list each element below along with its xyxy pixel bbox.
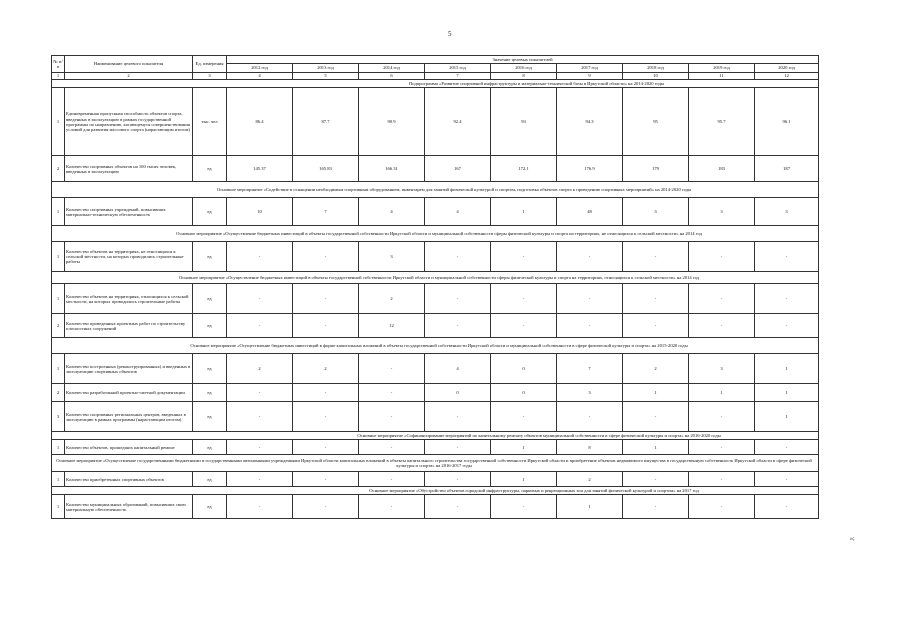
- row-number: 1: [52, 284, 65, 314]
- table-row: [52, 156, 819, 182]
- section-title: Основное мероприятие «Софинансирование мероприятий по капитальному ремонту объектов муниципальной собственности в сфере физической культуры и спорта» на 2016-2020 годы: [52, 432, 819, 440]
- value-cell: 3: [623, 198, 689, 226]
- row-number: 1: [52, 472, 65, 487]
- unit-cell: ед: [193, 384, 227, 402]
- indicator-name: Количество спортивных объектов на 100 тысяч человек, введенных в эксплуатацию: [65, 156, 193, 182]
- value-cell: 1: [623, 440, 689, 455]
- unit-cell: ед: [193, 440, 227, 455]
- header-year: 2016 год: [491, 64, 557, 73]
- value-cell: -: [623, 284, 689, 314]
- section-title: Основное мероприятие «Осуществление бюджетных инвестиций в объекты государственной собственности Иркутской области и муниципальной собственности сферы физической культуры и спорта на территориях, относящихся к сельской местности» на 2014 год: [52, 272, 819, 284]
- value-cell: -: [623, 242, 689, 272]
- value-cell: 2: [623, 354, 689, 384]
- value-cell: -: [491, 402, 557, 432]
- section-row: [52, 432, 819, 440]
- value-cell: 94.3: [557, 88, 623, 156]
- unit-cell: ед: [193, 198, 227, 226]
- value-cell: 183: [689, 156, 755, 182]
- value-cell: 176.9: [557, 156, 623, 182]
- section-row: [52, 272, 819, 284]
- value-cell: 3: [689, 198, 755, 226]
- section-row: [52, 487, 819, 495]
- section-title: Подпрограмма «Развитие спортивной инфраструктуры и материально-технической базы в Иркутской области» на 2014-2020 годы: [52, 80, 819, 88]
- value-cell: -: [755, 314, 819, 338]
- table-body: [52, 80, 819, 519]
- column-number: 1: [52, 73, 65, 80]
- table-row: [52, 284, 819, 314]
- value-cell: -: [293, 384, 359, 402]
- value-cell: -: [491, 314, 557, 338]
- indicator-name: Количество построенных (реконструированных) и введенных в эксплуатацию спортивных объектов: [65, 354, 193, 384]
- value-cell: 93: [491, 88, 557, 156]
- value-cell: 1: [755, 354, 819, 384]
- value-cell: -: [293, 242, 359, 272]
- value-cell: -: [359, 495, 425, 519]
- value-cell: -: [557, 314, 623, 338]
- value-cell: -: [293, 314, 359, 338]
- value-cell: 1: [755, 402, 819, 432]
- table-row: [52, 495, 819, 519]
- value-cell: -: [227, 384, 293, 402]
- table-row: [52, 440, 819, 455]
- table-header: [52, 56, 819, 80]
- value-cell: -: [227, 314, 293, 338]
- value-cell: -: [425, 314, 491, 338]
- value-cell: 3: [689, 354, 755, 384]
- value-cell: 2: [359, 284, 425, 314]
- row-number: 1: [52, 495, 65, 519]
- indicator-name: Количество спортивных региональных центров, введенных в эксплуатацию в рамках программы (нарастающим итогом): [65, 402, 193, 432]
- value-cell: -: [227, 440, 293, 455]
- value-cell: -: [623, 402, 689, 432]
- value-cell: 95: [623, 88, 689, 156]
- row-number: 2: [52, 314, 65, 338]
- value-cell: -: [755, 440, 819, 455]
- row-number: 1: [52, 198, 65, 226]
- value-cell: -: [755, 495, 819, 519]
- value-cell: 7: [293, 198, 359, 226]
- value-cell: -: [227, 242, 293, 272]
- value-cell: -: [557, 242, 623, 272]
- value-cell: 2: [557, 472, 623, 487]
- indicator-name: Количество разработанной проектно-сметной документации: [65, 384, 193, 402]
- value-cell: -: [359, 354, 425, 384]
- value-cell: 87.7: [293, 88, 359, 156]
- row-number: 2: [52, 156, 65, 182]
- value-cell: 0: [491, 354, 557, 384]
- value-cell: -: [359, 472, 425, 487]
- section-row: [52, 80, 819, 88]
- indicator-name: Количество объектов на территориях, не относящихся к сельской местности, на которых проводились строительные работы: [65, 242, 193, 272]
- stray-mark: »;: [850, 536, 855, 542]
- value-cell: 3: [359, 242, 425, 272]
- table-row: [52, 314, 819, 338]
- table-row: [52, 88, 819, 156]
- value-cell: 10: [227, 198, 293, 226]
- value-cell: -: [689, 242, 755, 272]
- column-number: 6: [359, 73, 425, 80]
- value-cell: -: [359, 402, 425, 432]
- value-cell: -: [293, 402, 359, 432]
- indicator-name: Количество объектов на территориях, относящихся к сельской местности, на которых проводились строительные работы: [65, 284, 193, 314]
- value-cell: -: [689, 495, 755, 519]
- column-number: 9: [557, 73, 623, 80]
- header-year: 2017 год: [557, 64, 623, 73]
- unit-cell: ед: [193, 242, 227, 272]
- row-number: 1: [52, 242, 65, 272]
- value-cell: -: [623, 495, 689, 519]
- value-cell: 1: [491, 198, 557, 226]
- indicators-table-wrapper: [51, 55, 818, 519]
- column-number: 4: [227, 73, 293, 80]
- section-row: [52, 455, 819, 472]
- value-cell: 92.4: [425, 88, 491, 156]
- indicator-name: Количество объектов, прошедших капитальный ремонт: [65, 440, 193, 455]
- value-cell: -: [755, 284, 819, 314]
- value-cell: 3: [755, 198, 819, 226]
- value-cell: -: [227, 495, 293, 519]
- unit-cell: ед: [193, 472, 227, 487]
- value-cell: -: [491, 284, 557, 314]
- section-title: Основное мероприятие «Осуществление бюджетных инвестиций в объекты государственной собственности Иркутской области и муниципальной собственности сферы физической культуры и спорта на территориях, не относящихся к сельской местности» на 2014 год: [52, 226, 819, 242]
- table-row: [52, 384, 819, 402]
- value-cell: -: [293, 440, 359, 455]
- value-cell: -: [755, 242, 819, 272]
- indicator-name: Количество спортивных учреждений, повысивших материально-техническую обеспеченность: [65, 198, 193, 226]
- section-row: [52, 182, 819, 198]
- value-cell: 1: [623, 384, 689, 402]
- header-year: 2015 год: [425, 64, 491, 73]
- value-cell: 1: [491, 472, 557, 487]
- table-row: [52, 354, 819, 384]
- column-number: 3: [193, 73, 227, 80]
- column-number: 10: [623, 73, 689, 80]
- indicators-table: [51, 55, 819, 519]
- value-cell: -: [293, 284, 359, 314]
- header-year: 2019 год: [689, 64, 755, 73]
- section-title: Основное мероприятие «Осуществление государственными бюджетными и государственными автономными учреждениями Иркутской области капитальных вложений в объекты капитального строительства государственной собственности Иркутской области и приобретение объектов недвижимого имущества в государственную собственность Иркутской области в сфере физической культуры и спорта» на 2016-2017 годы: [52, 455, 819, 472]
- section-title: Основное мероприятие «Осуществление бюджетных инвестиций в форме капитальных вложений в объекты государственной собственности Иркутской области и муниципальной собственности в сфере физической культуры и спорта» на 2015-2020 годы: [52, 338, 819, 354]
- unit-cell: ед: [193, 314, 227, 338]
- column-number: 7: [425, 73, 491, 80]
- header-year: 2013 год: [293, 64, 359, 73]
- value-cell: 86.4: [227, 88, 293, 156]
- value-cell: 4: [425, 354, 491, 384]
- value-cell: 2: [227, 354, 293, 384]
- header-year: 2014 год: [359, 64, 425, 73]
- value-cell: 0: [491, 384, 557, 402]
- value-cell: -: [425, 402, 491, 432]
- value-cell: -: [689, 402, 755, 432]
- unit-cell: ед: [193, 156, 227, 182]
- value-cell: 12: [359, 314, 425, 338]
- value-cell: -: [557, 284, 623, 314]
- column-number: 8: [491, 73, 557, 80]
- value-cell: -: [425, 495, 491, 519]
- value-cell: -: [491, 242, 557, 272]
- row-number: 2: [52, 384, 65, 402]
- column-numbers-row: [52, 73, 819, 80]
- unit-cell: тыс. чел: [193, 88, 227, 156]
- value-cell: -: [227, 472, 293, 487]
- value-cell: 90.9: [359, 88, 425, 156]
- indicator-name: Количество проведенных проектных работ по строительству плоскостных сооружений: [65, 314, 193, 338]
- page-number: 5: [448, 30, 452, 38]
- table-row: [52, 472, 819, 487]
- value-cell: 179: [623, 156, 689, 182]
- unit-cell: ед: [193, 354, 227, 384]
- value-cell: -: [623, 314, 689, 338]
- value-cell: 1: [755, 384, 819, 402]
- row-number: 3: [52, 402, 65, 432]
- header-year: 2018 год: [623, 64, 689, 73]
- section-row: [52, 226, 819, 242]
- value-cell: -: [227, 402, 293, 432]
- value-cell: 48: [557, 198, 623, 226]
- column-number: 12: [755, 73, 819, 80]
- value-cell: -: [293, 495, 359, 519]
- table-row: [52, 198, 819, 226]
- value-cell: -: [623, 472, 689, 487]
- value-cell: -: [425, 440, 491, 455]
- value-cell: 4: [425, 198, 491, 226]
- value-cell: 1: [557, 495, 623, 519]
- header-values: Значение целевых показателей: [227, 56, 819, 64]
- value-cell: -: [425, 242, 491, 272]
- column-number: 11: [689, 73, 755, 80]
- value-cell: 7: [557, 354, 623, 384]
- value-cell: 96.1: [755, 88, 819, 156]
- value-cell: -: [425, 472, 491, 487]
- header-num: № п/п: [52, 56, 65, 73]
- value-cell: -: [689, 314, 755, 338]
- value-cell: -: [359, 384, 425, 402]
- value-cell: 166.31: [359, 156, 425, 182]
- section-title: Основное мероприятие «Обустройство объектов городской инфраструктуры, парковых и рекреационных зон для занятий физической культурой и спортом» на 2017 год: [52, 487, 819, 495]
- header-unit: Ед. измерения: [193, 56, 227, 73]
- value-cell: -: [557, 402, 623, 432]
- value-cell: 167: [425, 156, 491, 182]
- table-row: [52, 402, 819, 432]
- value-cell: -: [689, 284, 755, 314]
- value-cell: 165.83: [293, 156, 359, 182]
- value-cell: -: [293, 472, 359, 487]
- indicator-name: Количество муниципальных образований, повысивших свою материальную обеспеченность: [65, 495, 193, 519]
- value-cell: -: [755, 472, 819, 487]
- value-cell: 3: [557, 384, 623, 402]
- table-row: [52, 242, 819, 272]
- section-row: [52, 338, 819, 354]
- value-cell: 95.7: [689, 88, 755, 156]
- unit-cell: ед: [193, 284, 227, 314]
- row-number: 1: [52, 354, 65, 384]
- section-title: Основное мероприятие «Содействие в оснащении необходимым спортивным оборудованием, инвентарем для занятий физической культурой и спортом, подготовка объектов спорта к проведению спортивных мероприятий» на 2014-2020 годы: [52, 182, 819, 198]
- unit-cell: ед: [193, 495, 227, 519]
- value-cell: -: [689, 440, 755, 455]
- row-number: 1: [52, 88, 65, 156]
- header-name: Наименование целевого показателя: [65, 56, 193, 73]
- value-cell: 1: [491, 440, 557, 455]
- value-cell: -: [689, 472, 755, 487]
- row-number: 1: [52, 440, 65, 455]
- value-cell: -: [491, 495, 557, 519]
- header-year: 2020 год: [755, 64, 819, 73]
- column-number: 5: [293, 73, 359, 80]
- value-cell: -: [359, 440, 425, 455]
- value-cell: -: [425, 284, 491, 314]
- value-cell: 1: [689, 384, 755, 402]
- value-cell: 0: [425, 384, 491, 402]
- value-cell: 4: [359, 198, 425, 226]
- unit-cell: ед: [193, 402, 227, 432]
- indicator-name: Количество приобретенных спортивных объектов: [65, 472, 193, 487]
- column-number: 2: [65, 73, 193, 80]
- value-cell: 145.37: [227, 156, 293, 182]
- value-cell: 172.1: [491, 156, 557, 182]
- header-year: 2012 год: [227, 64, 293, 73]
- value-cell: 187: [755, 156, 819, 182]
- indicator-name: Единовременная пропускная способность объектов спорта, введенных в эксплуатацию в рамках государственной программы по направлению, касающемуся совершенствования условий для развития массового спорта (нарастающим итогом): [65, 88, 193, 156]
- value-cell: -: [227, 284, 293, 314]
- value-cell: 2: [293, 354, 359, 384]
- value-cell: 8: [557, 440, 623, 455]
